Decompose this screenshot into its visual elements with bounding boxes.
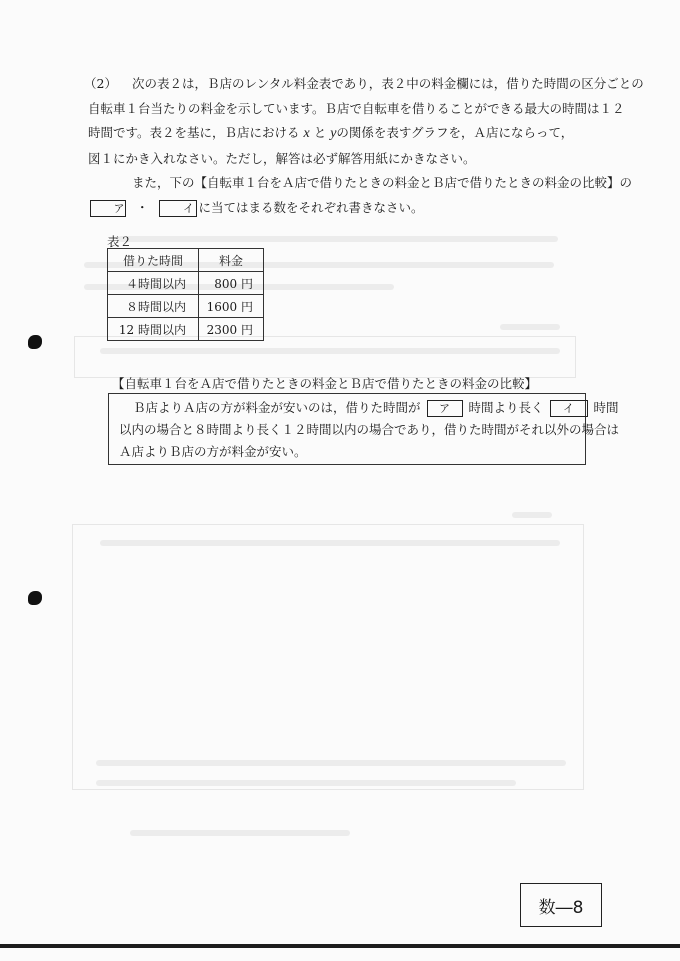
- table-cell: ８時間以内: [108, 295, 199, 318]
- question-number: （2）: [84, 76, 117, 91]
- scan-edge-bar: [0, 944, 680, 948]
- table-cell: ４時間以内: [108, 272, 199, 295]
- question-paragraph: [88, 72, 644, 171]
- question-line: また，下の【自転車１台をＡ店で借りたときの料金とＢ店で借りたときの料金の比較】の: [132, 175, 633, 191]
- comparison-line: Ａ店よりＢ店の方が料金が安い。: [119, 444, 307, 459]
- table-cell: 1600 円: [199, 295, 264, 318]
- table-header: 借りた時間: [108, 249, 199, 272]
- table-header-row: [108, 249, 264, 272]
- question-line: 時間です。表２を基に，Ｂ店における x と yの関係を表すグラフを，Ａ店にならって，: [88, 125, 574, 142]
- punch-hole-mark: [28, 335, 42, 349]
- blank-box-i: イ: [159, 200, 197, 217]
- table-cell: 2300 円: [199, 318, 264, 341]
- punch-hole-mark: [28, 591, 42, 605]
- blank-box-a: ア: [90, 200, 126, 217]
- question-block: [84, 72, 644, 221]
- question-line: 図１にかき入れなさい。ただし，解答は必ず解答用紙にかきなさい。: [88, 150, 476, 166]
- comparison-box: [108, 393, 620, 465]
- comparison-title: 【自転車１台をＡ店で借りたときの料金とＢ店で借りたときの料金の比較】: [112, 376, 538, 391]
- table-header: 料金: [199, 249, 264, 272]
- table-caption: 表２: [107, 234, 133, 249]
- question-line: 自転車１台当たりの料金を示しています。Ｂ店で自転車を借りることができる最大の時間は１２: [88, 100, 625, 116]
- table-row: [108, 295, 264, 318]
- table-row: [108, 272, 264, 295]
- question-line: ア ・ イ に当てはまる数をそれぞれ書きなさい。: [88, 200, 424, 215]
- variable-x: x: [303, 126, 310, 142]
- comparison-line: Ｂ店よりＡ店の方が料金が安いのは，借りた時間が ア 時間より長く イ 時間: [133, 400, 619, 415]
- table-cell: 12 時間以内: [108, 318, 199, 341]
- variable-y: y: [330, 126, 337, 142]
- rate-table: [107, 248, 264, 341]
- comparison-line: 以内の場合と８時間より長く１２時間以内の場合であり，借りた時間がそれ以外の場合は: [119, 422, 620, 437]
- question-paragraph-2: [110, 171, 633, 220]
- table-row: [108, 318, 264, 341]
- table-cell: 800 円: [199, 272, 264, 295]
- page-number-box: 数―8: [520, 883, 602, 927]
- question-line: 次の表２は，Ｂ店のレンタル料金表であり，表２中の料金欄には，借りた時間の区分ごとの: [132, 76, 644, 91]
- blank-box-i: イ: [550, 400, 588, 417]
- blank-box-a: ア: [427, 400, 463, 417]
